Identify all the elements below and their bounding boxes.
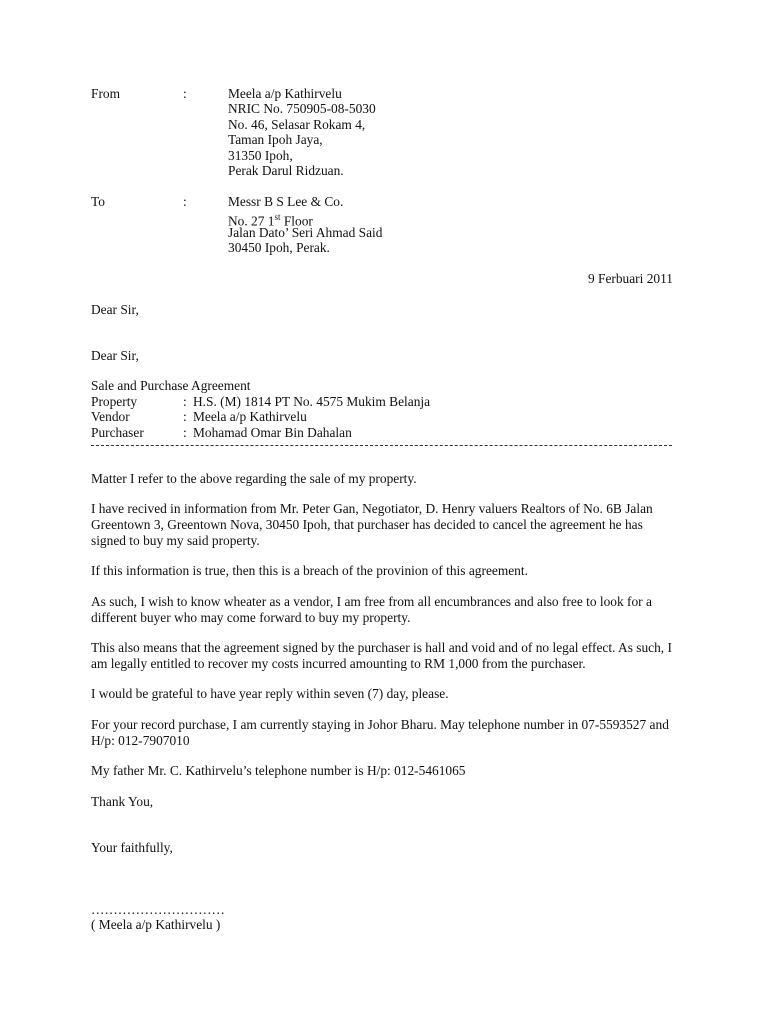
- closing-line: Your faithfully,: [91, 840, 173, 855]
- recipient-name: Messr B S Lee & Co.: [228, 194, 344, 209]
- sender-name: Meela a/p Kathirvelu: [228, 86, 342, 101]
- sender-address-line: Taman Ipoh Jaya,: [228, 132, 323, 147]
- body-paragraph: Matter I refer to the above regarding the sale of my property.: [91, 471, 417, 486]
- signatory-name: ( Meela a/p Kathirvelu ): [91, 917, 221, 932]
- recipient-address-line: Jalan Dato’ Seri Ahmad Said: [228, 225, 383, 240]
- body-paragraph: For your record purchase, I am currently staying in Johor Bharu. May telephone number in 07-5593527 and H/p: 012-7907010: [91, 717, 669, 748]
- dashed-divider: [91, 445, 672, 446]
- body-paragraph: I have recived in information from Mr. Peter Gan, Negotiator, D. Henry valuers Realtors of No. 6B Jalan Greentown 3, Greentown Nova, 30450 Ipoh, that purchaser has decided to cancel the agreement he has signed to buy my said property.: [91, 501, 653, 548]
- body-paragraph: As such, I wish to know wheater as a vendor, I am free from all encumbrances and also free to look for a different buyer who may come forward to buy my property.: [91, 594, 652, 625]
- body-paragraph: I would be grateful to have year reply within seven (7) day, please.: [91, 686, 449, 701]
- recipient-address-line: 30450 Ipoh, Perak.: [228, 240, 330, 255]
- salutation: Dear Sir,: [91, 348, 139, 363]
- purchaser-label: Purchaser: [91, 425, 144, 440]
- to-label: To: [91, 194, 105, 209]
- subject-heading: Sale and Purchase Agreement: [91, 378, 251, 393]
- vendor-label: Vendor: [91, 409, 130, 424]
- thanks-line: Thank You,: [91, 794, 154, 809]
- body-paragraph: If this information is true, then this is a breach of the provinion of this agreement.: [91, 563, 528, 578]
- body-paragraph: This also means that the agreement signed by the purchaser is hall and void and of no legal effect. As such, I am legally entitled to recover my costs incurred amounting to RM 1,000 from the purchaser.: [91, 640, 672, 671]
- purchaser-value: Mohamad Omar Bin Dahalan: [193, 425, 352, 440]
- property-value: H.S. (M) 1814 PT No. 4575 Mukim Belanja: [193, 394, 431, 409]
- sender-address-line: Perak Darul Ridzuan.: [228, 163, 344, 178]
- vendor-value: Meela a/p Kathirvelu: [193, 409, 307, 424]
- sender-address-line: No. 46, Selasar Rokam 4,: [228, 117, 366, 132]
- body-paragraph: My father Mr. C. Kathirvelu’s telephone number is H/p: 012-5461065: [91, 763, 466, 778]
- sender-nric: NRIC No. 750905-08-5030: [228, 101, 376, 116]
- to-colon: :: [183, 194, 187, 209]
- recipient-address-ordinal: st: [274, 212, 281, 222]
- sender-address-line: 31350 Ipoh,: [228, 148, 293, 163]
- from-label: From: [91, 86, 121, 101]
- salutation: Dear Sir,: [91, 302, 139, 317]
- property-label: Property: [91, 394, 138, 409]
- recipient-address-number: No. 27 1: [228, 213, 275, 229]
- info-colon: :: [183, 425, 187, 440]
- letter-date: 9 Ferbuari 2011: [587, 271, 673, 286]
- signature-line: …………………………: [91, 902, 225, 917]
- info-colon: :: [183, 409, 187, 424]
- info-colon: :: [183, 394, 187, 409]
- recipient-address-floor: Floor: [280, 213, 313, 229]
- from-colon: :: [183, 86, 187, 101]
